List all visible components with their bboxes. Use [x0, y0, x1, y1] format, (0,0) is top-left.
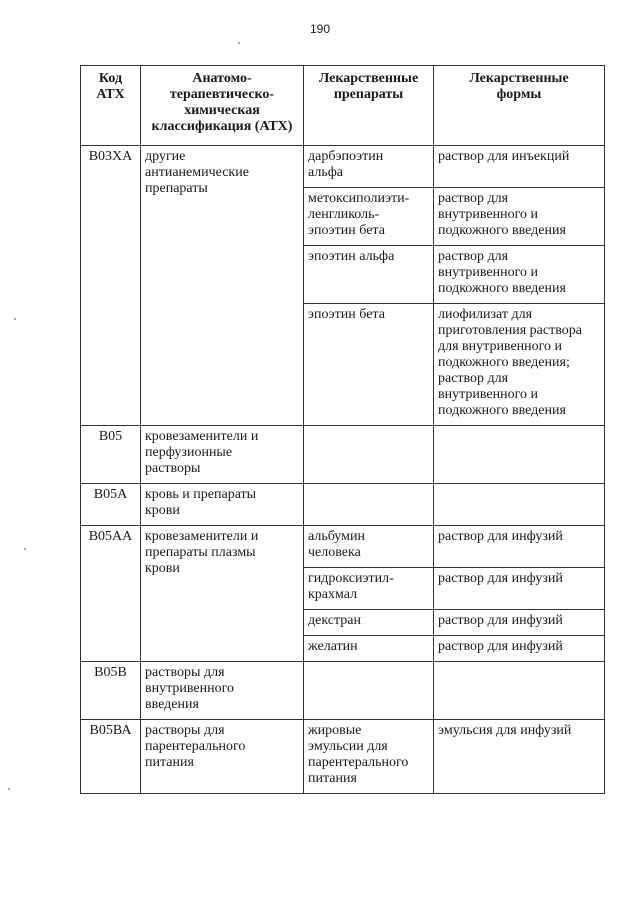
- atx-code: В05В: [94, 665, 127, 680]
- drug-cell: [304, 146, 434, 188]
- scan-speck: [14, 318, 16, 320]
- atx-classification-cell: [141, 484, 304, 526]
- atx-code-cell: [81, 662, 141, 720]
- atx-classification: другие антианемические препараты: [145, 149, 249, 196]
- atx-code-cell: [81, 720, 141, 794]
- table-row: [81, 526, 605, 568]
- atx-classification: кровезаменители и препараты плазмы крови: [145, 529, 259, 576]
- drug-name: жировые эмульсии для парентерального питания: [308, 723, 409, 786]
- dosage-form: раствор для инфузий: [438, 613, 563, 628]
- drug-cell: [304, 526, 434, 568]
- drug-cell: [304, 568, 434, 610]
- drug-cell: [304, 662, 434, 720]
- drug-cell: [304, 636, 434, 662]
- dosage-form: раствор для инфузий: [438, 571, 563, 586]
- table-row: [81, 146, 605, 188]
- header-code: Код АТХ: [81, 66, 141, 146]
- dosage-form: раствор для внутривенного и подкожного введения: [438, 249, 566, 296]
- table-body: [81, 146, 605, 794]
- atx-table: [80, 65, 605, 794]
- drug-cell: [304, 188, 434, 246]
- scan-speck: [8, 788, 10, 790]
- atx-classification-cell: [141, 720, 304, 794]
- drug-name: эпоэтин бета: [308, 307, 385, 322]
- dosage-form-cell: [434, 568, 605, 610]
- atx-classification: растворы для внутривенного введения: [145, 665, 235, 712]
- dosage-form-cell: [434, 484, 605, 526]
- dosage-form-cell: [434, 304, 605, 426]
- dosage-form-cell: [434, 146, 605, 188]
- drug-cell: [304, 610, 434, 636]
- dosage-form: лиофилизат для приготовления раствора для внутривенного и подкожного введения; раствор для внутривенного и подкожного введения: [438, 307, 582, 418]
- dosage-form: эмульсия для инфузий: [438, 723, 572, 738]
- header-drugs: Лекарственные препараты: [304, 66, 434, 146]
- atx-code-cell: [81, 146, 141, 426]
- dosage-form: раствор для инъекций: [438, 149, 570, 164]
- atx-classification-cell: [141, 526, 304, 662]
- scan-speck: [238, 42, 240, 44]
- atx-code: В05ВА: [89, 723, 132, 738]
- drug-name: декстран: [308, 613, 361, 628]
- dosage-form: раствор для внутривенного и подкожного введения: [438, 191, 566, 238]
- atx-classification: кровезаменители и перфузионные растворы: [145, 429, 259, 476]
- dosage-form-cell: [434, 662, 605, 720]
- drug-name: гидроксиэтил- крахмал: [308, 571, 394, 602]
- table-row: [81, 484, 605, 526]
- atx-code: В05АА: [88, 529, 133, 544]
- drug-cell: [304, 426, 434, 484]
- atx-code: В03ХА: [88, 149, 133, 164]
- drug-name: метоксиполиэти- ленгликоль- эпоэтин бета: [308, 191, 410, 238]
- drug-cell: [304, 304, 434, 426]
- atx-classification-cell: [141, 662, 304, 720]
- scan-speck: [24, 548, 26, 550]
- atx-code-cell: [81, 526, 141, 662]
- dosage-form-cell: [434, 636, 605, 662]
- atx-classification: кровь и препараты крови: [145, 487, 257, 518]
- dosage-form-cell: [434, 526, 605, 568]
- drug-name: желатин: [308, 639, 358, 654]
- drug-name: альбумин человека: [308, 529, 365, 560]
- dosage-form: раствор для инфузий: [438, 529, 563, 544]
- atx-code-cell: [81, 484, 141, 526]
- atx-classification: растворы для парентерального питания: [145, 723, 246, 770]
- dosage-form-cell: [434, 188, 605, 246]
- drug-cell: [304, 246, 434, 304]
- atx-classification-cell: [141, 426, 304, 484]
- dosage-form-cell: [434, 246, 605, 304]
- page-number: 190: [309, 22, 331, 36]
- header-classification: Анатомо- терапевтическо- химическая классификация (АТХ): [141, 66, 304, 146]
- atx-classification-cell: [141, 146, 304, 426]
- table-row: [81, 720, 605, 794]
- dosage-form: раствор для инфузий: [438, 639, 563, 654]
- atx-code: В05А: [93, 487, 128, 502]
- table-row: [81, 426, 605, 484]
- table-header: [81, 66, 605, 146]
- atx-code-cell: [81, 426, 141, 484]
- dosage-form-cell: [434, 610, 605, 636]
- dosage-form-cell: [434, 720, 605, 794]
- drug-name: эпоэтин альфа: [308, 249, 395, 264]
- dosage-form-cell: [434, 426, 605, 484]
- drug-name: дарбэпоэтин альфа: [308, 149, 384, 180]
- header-forms: Лекарственные формы: [434, 66, 605, 146]
- drug-cell: [304, 720, 434, 794]
- drug-cell: [304, 484, 434, 526]
- atx-code: В05: [98, 429, 123, 444]
- table-row: [81, 662, 605, 720]
- header-row: [81, 66, 605, 146]
